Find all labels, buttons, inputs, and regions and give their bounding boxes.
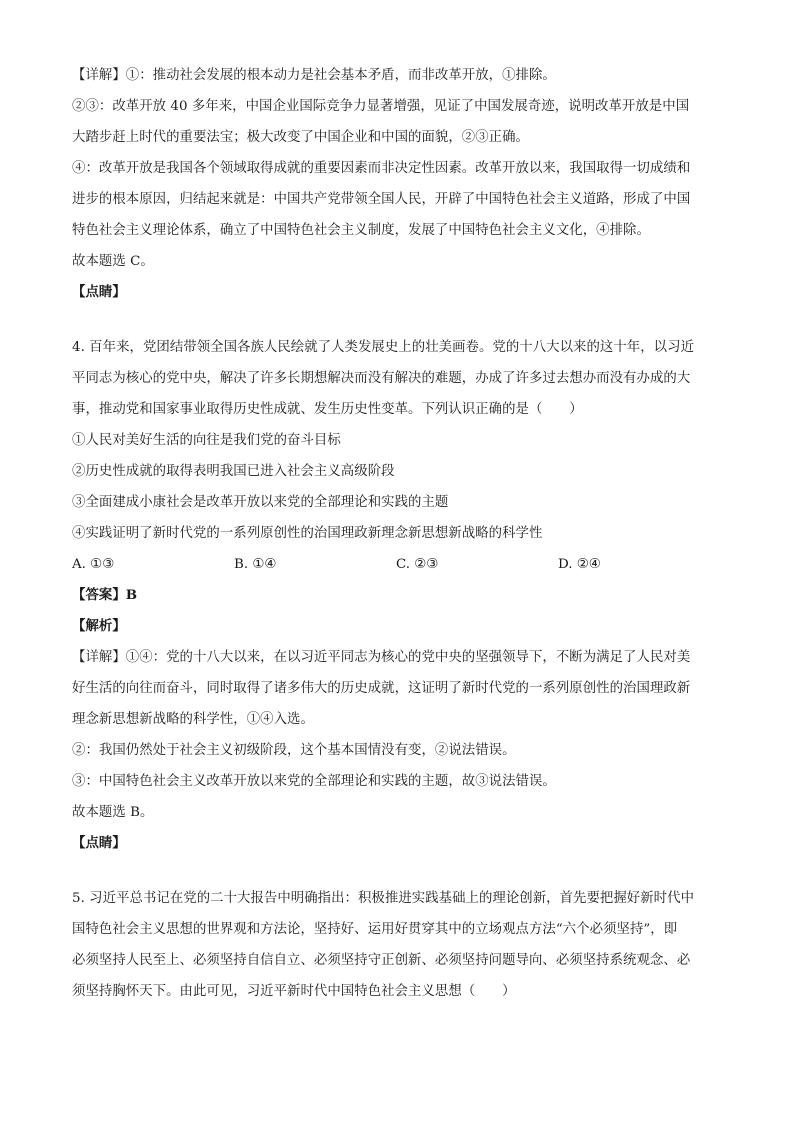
question-stem-line: 须坚持胸怀天下。由此可见，习近平新时代中国特色社会主义思想（ ） — [72, 984, 516, 999]
question-stem-line: 5. 习近平总书记在党的二十大报告中明确指出：积极推进实践基础上的理论创新，首先要把握好新时代中 — [72, 891, 695, 906]
option-b: B. ①④ — [234, 557, 277, 572]
option-d: D. ②④ — [558, 557, 601, 572]
comment-heading: 【点睛】 — [72, 284, 126, 300]
explanation-line: ④：改革开放是我国各个领域取得成就的重要因素而非决定性因素。改革开放以来，我国取得一切成绩和 — [72, 161, 691, 176]
prev-question-explanation — [72, 60, 722, 308]
statement-1: ①人民对美好生活的向往是我们党的奋斗目标 — [72, 433, 341, 448]
explanation-line: ②③：改革开放 40 多年来，中国企业国际竞争力显著增强，见证了中国发展奇迹，说明改革开放是中国 — [72, 99, 690, 114]
explanation-line: 好生活的向往而奋斗，同时取得了诸多伟大的历史成就，这证明了新时代党的一系列原创性的治国理政新 — [72, 681, 691, 696]
option-c: C. ②③ — [396, 557, 439, 572]
explanation-line: 特色社会主义理论体系，确立了中国特色社会主义制度，发展了中国特色社会主义文化，④排除。 — [72, 223, 650, 238]
statement-2: ②历史性成就的取得表明我国已进入社会主义高级阶段 — [72, 464, 395, 479]
explanation-line: ③：中国特色社会主义改革开放以来党的全部理论和实践的主题，故③说法错误。 — [72, 774, 556, 789]
question-stem-line: 事，推动党和国家事业取得历史性成就、发生历史性变革。下列认识正确的是（ ） — [72, 402, 583, 417]
explanation-line: 进步的根本原因，归结起来就是：中国共产党带领全国人民，开辟了中国特色社会主义道路，形成了中国 — [72, 192, 691, 207]
explanation-line: 【详解】①④：党的十八大以来，在以习近平同志为核心的党中央的坚强领导下，不断为满足了人民对美 — [72, 650, 691, 665]
answer-options — [72, 549, 722, 580]
document-page — [72, 60, 722, 1007]
statement-3: ③全面建成小康社会是改革开放以来党的全部理论和实践的主题 — [72, 495, 449, 510]
statement-4: ④实践证明了新时代党的一系列原创性的治国理政新理念新思想新战略的科学性 — [72, 526, 543, 541]
question-stem-line: 平同志为核心的党中央，解决了许多长期想解决而没有解决的难题，办成了许多过去想办而没有办成的大 — [72, 371, 691, 386]
analysis-heading: 【解析】 — [72, 618, 126, 634]
question-stem-line: 国特色社会主义思想的世界观和方法论，坚持好、运用好贯穿其中的立场观点方法“六个必须坚持”，即 — [72, 922, 678, 937]
conclusion-line: 故本题选 B。 — [72, 805, 154, 820]
question-5 — [72, 883, 722, 1007]
explanation-line: 【详解】①：推动社会发展的根本动力是社会基本矛盾，而非改革开放，①排除。 — [72, 68, 556, 83]
explanation-line: ②：我国仍然处于社会主义初级阶段，这个基本国情没有变，②说法错误。 — [72, 743, 516, 758]
answer-line: 【答案】B — [72, 587, 138, 603]
question-4 — [72, 332, 722, 859]
explanation-line: 大踏步赶上时代的重要法宝；极大改变了中国企业和中国的面貌，②③正确。 — [72, 130, 529, 145]
explanation-line: 理念新思想新战略的科学性，①④入选。 — [72, 712, 314, 727]
question-stem-line: 4. 百年来，党团结带领全国各族人民绘就了人类发展史上的壮美画卷。党的十八大以来的这十年，以习近 — [72, 340, 695, 355]
comment-heading: 【点睛】 — [72, 835, 126, 851]
option-a: A. ①③ — [72, 557, 115, 572]
question-stem-line: 必须坚持人民至上、必须坚持自信自立、必须坚持守正创新、必须坚持问题导向、必须坚持系统观念、必 — [72, 953, 691, 968]
conclusion-line: 故本题选 C。 — [72, 254, 154, 269]
